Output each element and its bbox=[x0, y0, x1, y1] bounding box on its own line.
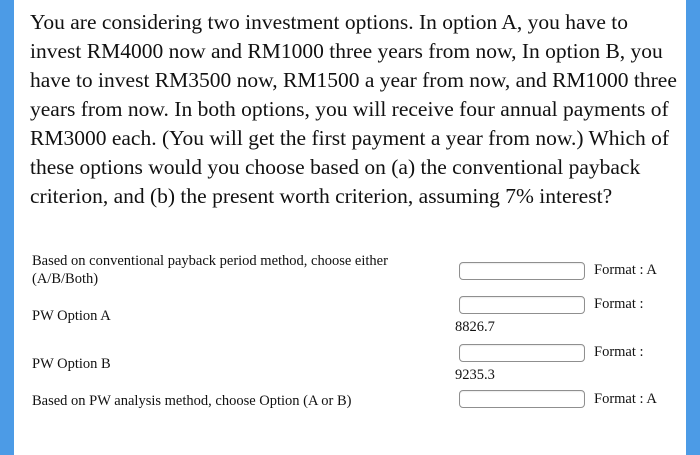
pw-option-a-value: 8826.7 bbox=[455, 319, 495, 335]
pw-choice-input[interactable] bbox=[459, 390, 585, 408]
pw-option-a-format-hint: Format : bbox=[594, 296, 644, 312]
pw-choice-label: Based on PW analysis method, choose Option (A or B) bbox=[32, 393, 352, 409]
pw-option-b-format-hint: Format : bbox=[594, 344, 644, 360]
pw-option-b-input[interactable] bbox=[459, 344, 585, 362]
question-text: You are considering two investment options. In option A, you have to invest RM4000 now and RM1000 three years from now, In option B, you have to invest RM3500 now, RM1500 a year from now, and RM1000 three years from now. In both options, you will receive four annual payments of RM3000 each. (You will get the first payment a year from now.) Which of these options would you choose based on (a) the conventional payback criterion, and (b) the present worth criterion, assuming 7% interest? bbox=[30, 10, 677, 208]
pw-option-b-label: PW Option B bbox=[32, 356, 111, 372]
payback-format-hint: Format : A bbox=[594, 262, 657, 278]
pw-choice-format-hint: Format : A bbox=[594, 391, 657, 407]
pw-option-a-label: PW Option A bbox=[32, 308, 111, 324]
payback-choice-input[interactable] bbox=[459, 262, 585, 280]
pw-option-a-input[interactable] bbox=[459, 296, 585, 314]
pw-option-b-value: 9235.3 bbox=[455, 367, 495, 383]
payback-choice-label: Based on conventional payback period method, choose either (A/B/Both) bbox=[32, 253, 388, 287]
question-card bbox=[14, 0, 686, 455]
